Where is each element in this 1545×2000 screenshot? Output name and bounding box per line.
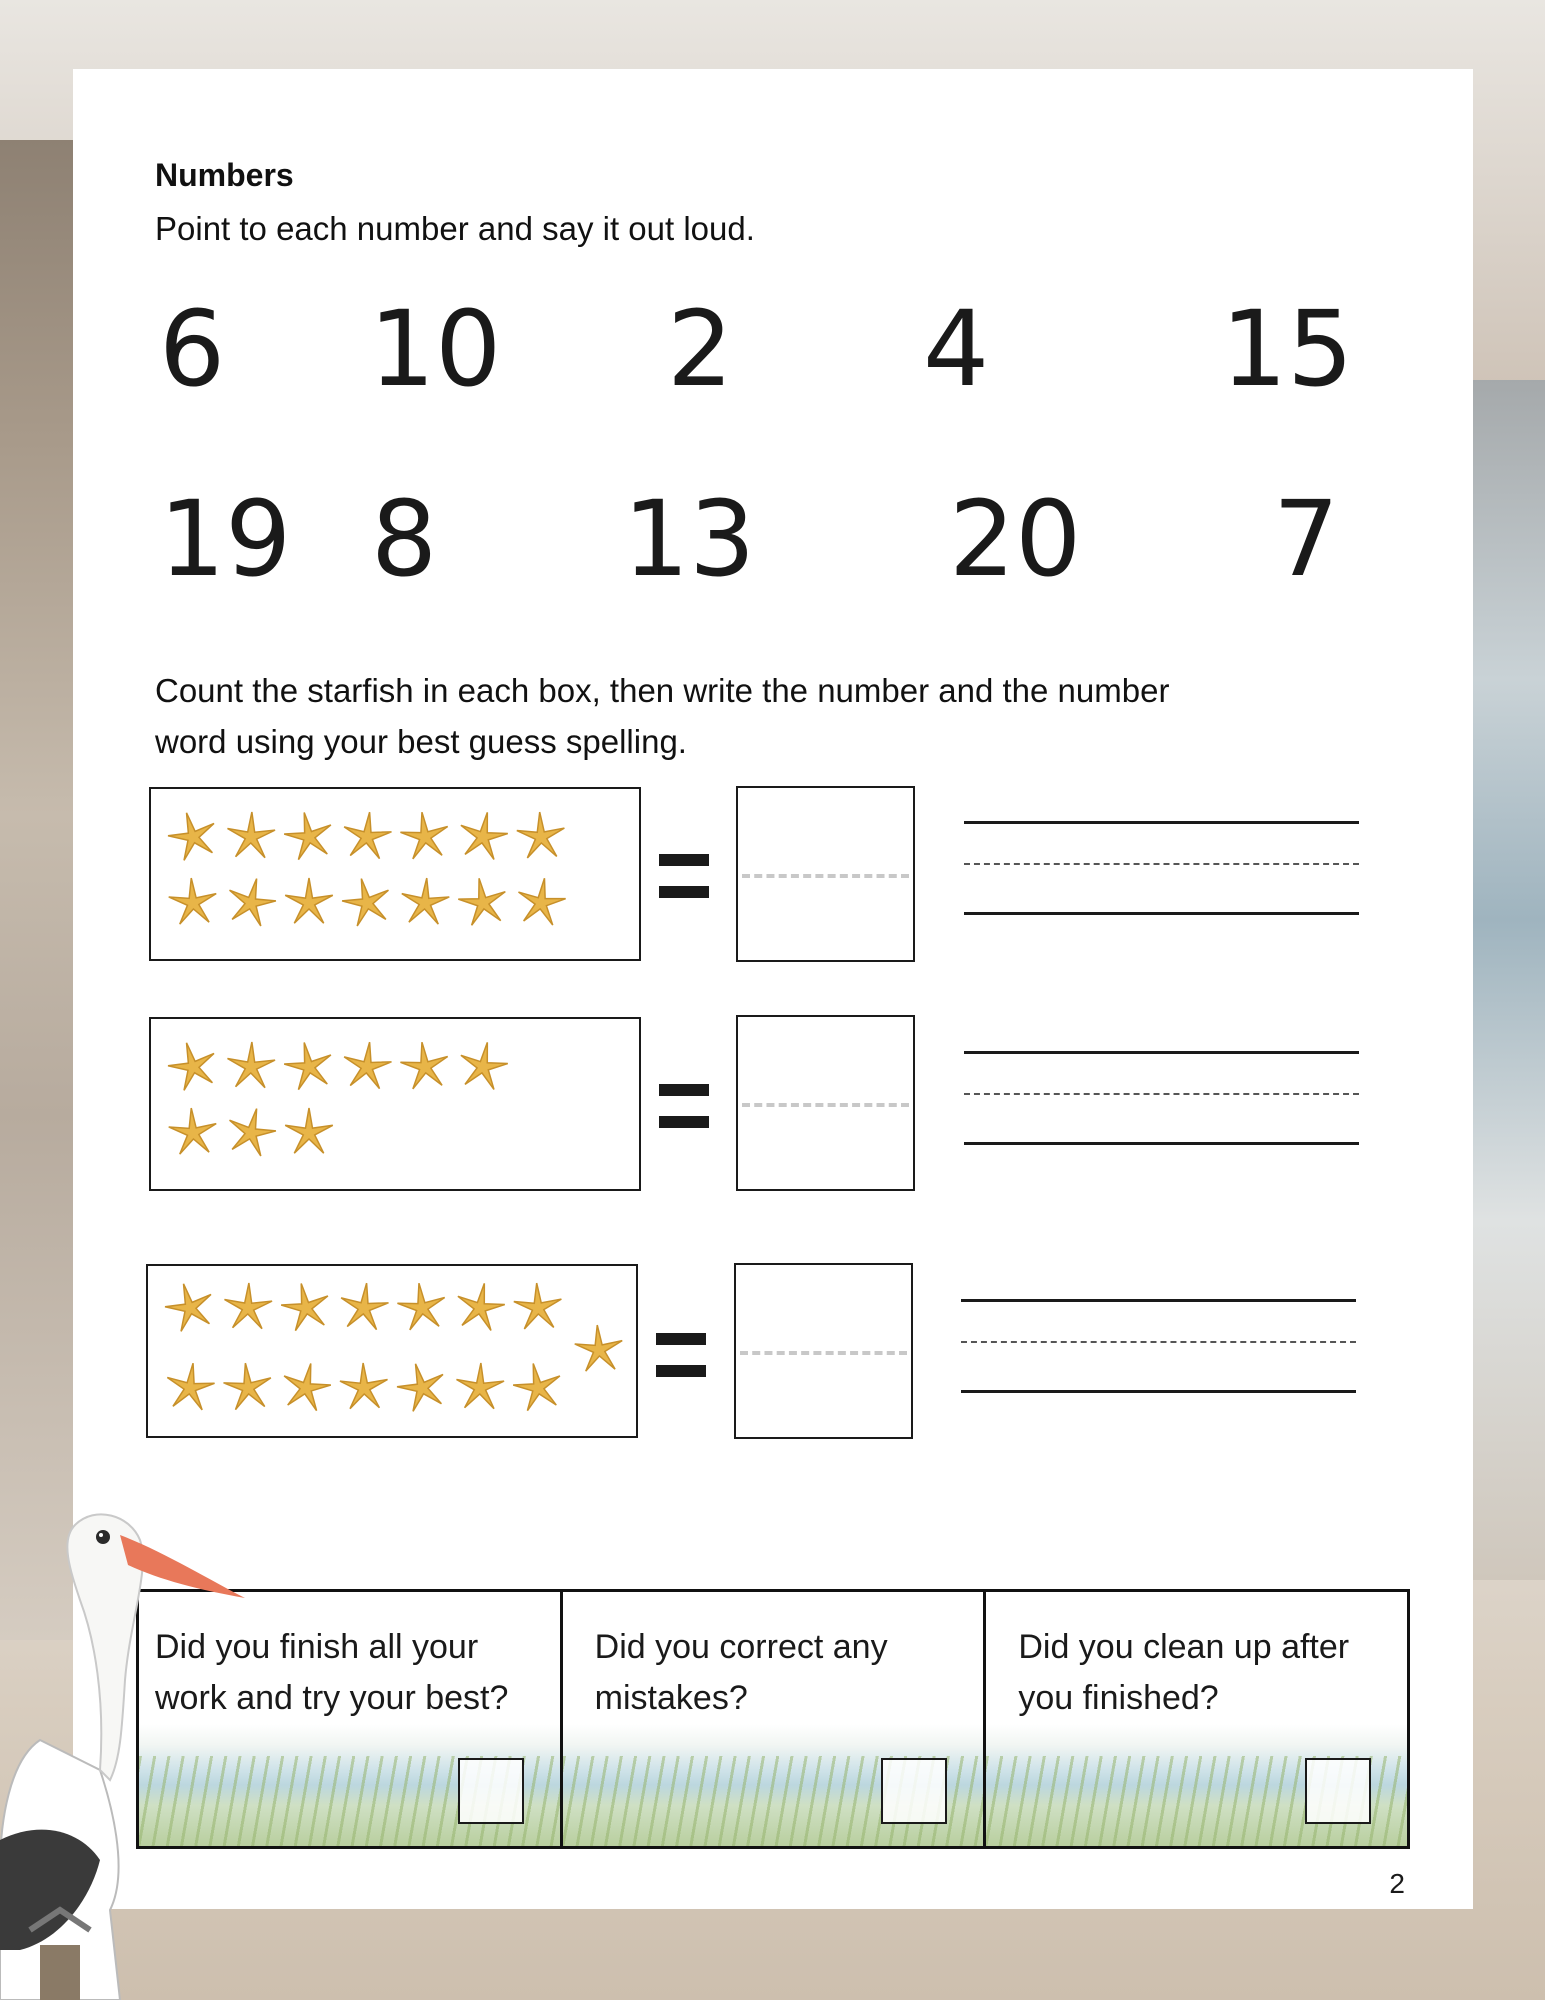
- number-item: 6: [159, 288, 226, 410]
- starfish-icon: [224, 810, 278, 864]
- starfish-icon: [165, 1105, 221, 1161]
- instruction-count-line1: Count the starfish in each box, then write the number and the number: [155, 672, 1170, 709]
- starfish-icon: [453, 1037, 513, 1097]
- starfish-icon: [396, 1038, 454, 1096]
- check-item-text: Did you finish all your work and try your best?: [155, 1628, 509, 1717]
- number-answer-box[interactable]: [736, 1015, 915, 1191]
- checkbox[interactable]: [881, 1758, 947, 1824]
- starfish-icon: [512, 874, 571, 933]
- starfish-icon: [338, 1038, 395, 1095]
- starfish-icon: [220, 872, 282, 934]
- starfish-box: [149, 787, 641, 961]
- background-beach-right: [1465, 380, 1545, 1580]
- starfish-icon: [221, 1281, 275, 1335]
- equals-sign: [659, 1084, 709, 1128]
- starfish-icon: [514, 810, 569, 865]
- starfish-icon: [453, 1361, 507, 1415]
- starfish-icon: [283, 1107, 335, 1159]
- check-item: [986, 1592, 1407, 1846]
- starfish-icon: [450, 1278, 510, 1338]
- starfish-icon: [165, 875, 221, 931]
- starfish-icon: [276, 1358, 337, 1419]
- number-answer-box[interactable]: [734, 1263, 913, 1439]
- starfish-icon: [276, 1278, 337, 1339]
- starfish-icon: [453, 873, 512, 932]
- starfish-icon: [224, 1040, 278, 1094]
- number-item: 8: [371, 478, 438, 600]
- starfish-icon: [337, 1361, 391, 1415]
- starfish-icon: [453, 807, 513, 867]
- instruction-point: Point to each number and say it out loud.: [155, 210, 755, 247]
- instruction-count-line2: word using your best guess spelling.: [155, 723, 687, 760]
- starfish-icon: [511, 1281, 566, 1336]
- equals-sign: [659, 854, 709, 898]
- starfish-icon: [283, 877, 335, 929]
- starfish-icon: [336, 872, 398, 934]
- pelican-illustration: [0, 1440, 260, 2000]
- starfish-icon: [338, 808, 395, 865]
- number-item: 13: [623, 478, 756, 600]
- starfish-icon: [161, 1359, 219, 1417]
- number-item: 4: [923, 288, 990, 410]
- number-answer-box[interactable]: [736, 786, 915, 962]
- section-heading: Numbers: [155, 157, 294, 193]
- starfish-icon: [397, 875, 453, 931]
- number-item: 2: [667, 288, 734, 410]
- number-item: 10: [369, 288, 502, 410]
- self-check-list: [136, 1589, 1410, 1849]
- number-item: 19: [159, 478, 292, 600]
- starfish-icon: [279, 1037, 340, 1098]
- background-beach-left: [0, 140, 80, 1640]
- starfish-icon: [220, 1102, 282, 1164]
- number-item: 20: [949, 478, 1082, 600]
- number-word-writing-lines[interactable]: [964, 821, 1359, 915]
- starfish-icon: [158, 1276, 222, 1340]
- starfish-icon: [393, 1279, 451, 1337]
- starfish-icon: [390, 1356, 454, 1420]
- number-item: 15: [1221, 288, 1354, 410]
- check-item: [563, 1592, 987, 1846]
- page-number: 2: [1389, 1868, 1405, 1899]
- checkbox[interactable]: [458, 1758, 524, 1824]
- equals-sign: [656, 1333, 706, 1377]
- starfish-icon: [219, 1359, 276, 1416]
- number-word-writing-lines[interactable]: [961, 1299, 1356, 1393]
- starfish-icon: [396, 808, 454, 866]
- starfish-icon: [161, 805, 225, 869]
- starfish-box: [149, 1017, 641, 1191]
- starfish-icon: [571, 1322, 627, 1378]
- number-word-writing-lines[interactable]: [964, 1051, 1359, 1145]
- starfish-icon: [508, 1358, 569, 1419]
- starfish-icon: [335, 1279, 392, 1336]
- starfish-box: [146, 1264, 638, 1438]
- check-item-text: Did you clean up after you finished?: [1018, 1628, 1350, 1717]
- number-item: 7: [1273, 478, 1340, 600]
- starfish-icon: [161, 1035, 225, 1099]
- check-item-text: Did you correct any mistakes?: [594, 1628, 888, 1717]
- worksheet-page: [73, 69, 1473, 1909]
- starfish-icon: [279, 807, 340, 868]
- checkbox[interactable]: [1305, 1758, 1371, 1824]
